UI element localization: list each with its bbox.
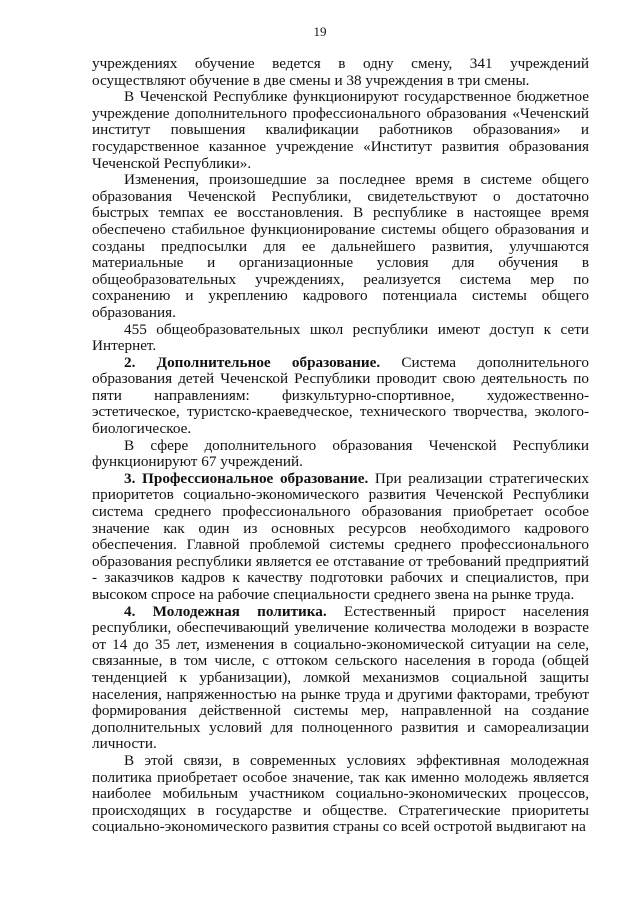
paragraph-institutions-count: В сфере дополнительного образования Чеченской Республики функционируют 67 учреждений. <box>92 436 589 471</box>
section-text-additional-education: Система дополнительного образования детей Чеченской Республики проводит свою деятельность по пяти направлениям: физкультурно-спортивное, художественно-эстетическое, туристско-краеведческое, технического творчества, эколого-биологическое. <box>92 353 589 438</box>
section-text-youth-policy: Естественный прирост населения республики, обеспечивающий увеличение количества молодежи в возрасте от 14 до 35 лет, изменения в социально-экономической ситуации на селе, связанные, в том числе, с оттоком сельского населения в города (общей тенденцией к урбанизации), ломкой механизмов социальной защиты населения, напряженностью на рынке труда и другими факторами, требуют формирования действенной системы мер, направленной на создание дополнительных условий для полноценного развития и самореализации личности. <box>92 602 589 753</box>
paragraph-internet-access: 455 общеобразовательных школ республики имеют доступ к сети Интернет. <box>92 320 589 355</box>
paragraph-schools-shifts: учреждениях обучение ведется в одну смену, 341 учреждений осуществляют обучение в две смены и 38 учреждения в три смены. <box>92 55 589 89</box>
section-heading-professional-education: 3. Профессиональное образование. <box>124 469 369 487</box>
page-number: 19 <box>313 24 327 39</box>
page-body <box>92 56 589 836</box>
paragraph-youth-priorities: В этой связи, в современных условиях эффективная молодежная политика приобретает особое значение, так как именно молодежь является наиболее мобильным участником социально-экономических процессов, происходящих в государстве и обществе. Стратегические приоритеты социально-экономического развития страны со всей остротой выдвигают на <box>92 751 589 836</box>
paragraph-professional-education <box>92 471 589 604</box>
section-heading-youth-policy: 4. Молодежная политика. <box>124 602 327 620</box>
paragraph-changes: Изменения, произошедшие за последнее время в системе общего образования Чеченской Республики, свидетельствуют о достаточно быстрых темпах ее восстановления. В республике в настоящее время обеспечено стабильное функционирование системы общего образования и созданы предпосылки для ее дальнейшего развития, улучшаются материальные и организационные условия для обучения в общеобразовательных учреждениях, реализуется система мер по сохранению и укреплению кадрового потенциала системы общего образования. <box>92 171 589 321</box>
paragraph-additional-education <box>92 355 589 438</box>
section-text-professional-education: При реализации стратегических приоритетов социально-экономического развития Чеченской Республики система среднего профессионального образования приобретает особое значение как один из основных ресурсов необходимого кадрового обеспечения. Главной проблемой системы среднего профессионального образования республики является ее отставание от требований предприятий - заказчиков кадров к качеству подготовки рабочих и специалистов, при высоком спросе на рабочие специальности среднего звена на рынке труда. <box>92 469 589 603</box>
paragraph-institutes: В Чеченской Республике функционируют государственное бюджетное учреждение дополнительного профессионального образования «Чеченский институт повышения квалификации работников образования» и государственное казанное учреждение «Институт развития образования Чеченской Республики». <box>92 88 589 172</box>
section-heading-additional-education: 2. Дополнительное образование. <box>124 353 381 371</box>
paragraph-youth-policy <box>92 604 589 753</box>
